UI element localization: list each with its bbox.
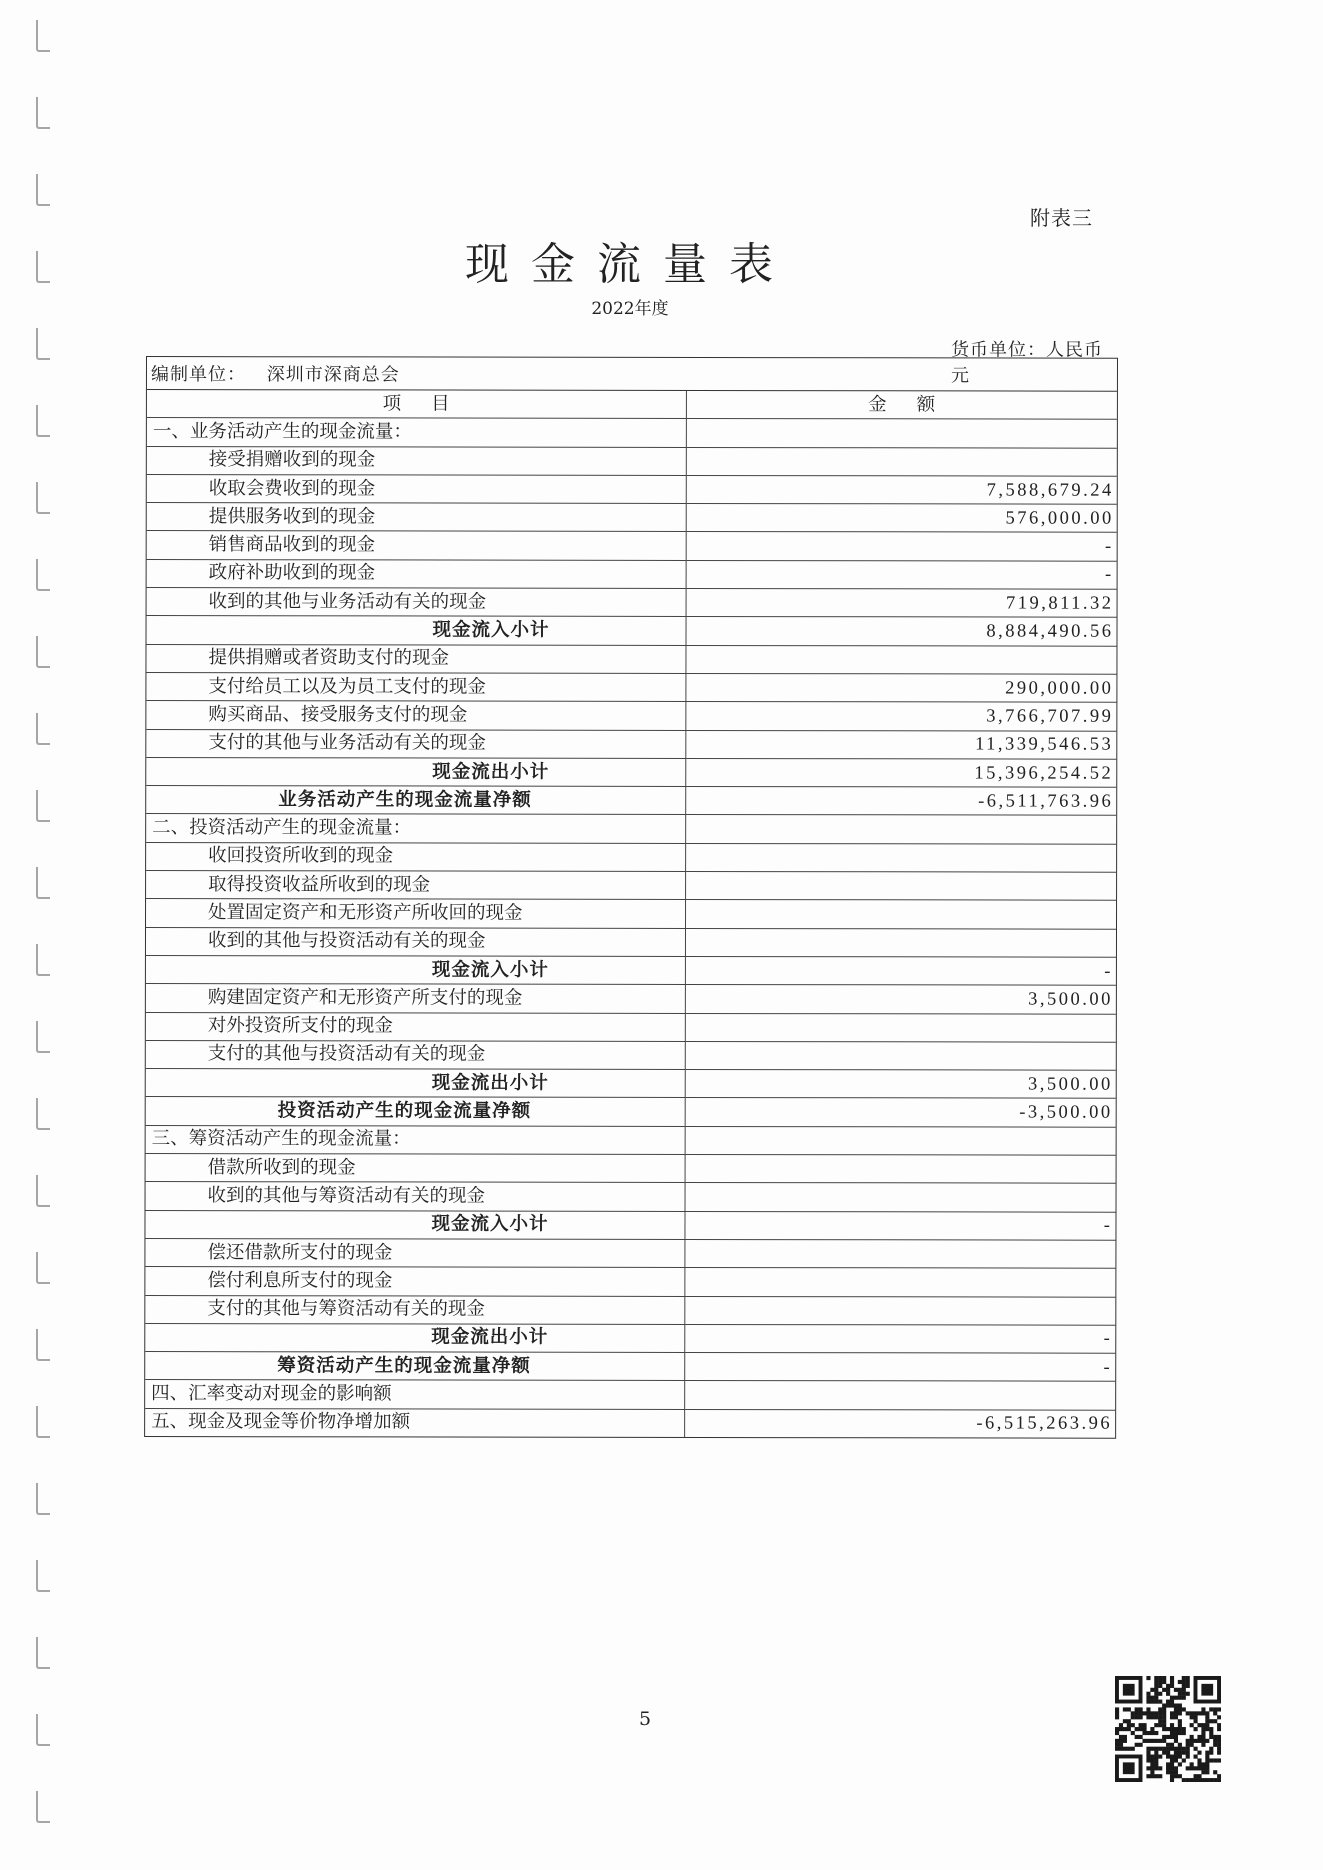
table-row bbox=[147, 531, 1117, 561]
cash-flow-table bbox=[145, 390, 1117, 1438]
table-row bbox=[145, 1352, 1115, 1382]
row-label: 提供捐赠或者资助支付的现金 bbox=[146, 644, 685, 673]
row-amount bbox=[685, 645, 1116, 674]
row-amount: 8,884,490.56 bbox=[685, 617, 1116, 646]
document-title: 现金流量表 bbox=[465, 239, 795, 290]
row-amount: 3,766,707.99 bbox=[685, 702, 1116, 731]
binding-hole bbox=[36, 867, 50, 899]
row-amount bbox=[685, 900, 1116, 929]
table-row bbox=[146, 786, 1116, 816]
row-label: 四、汇率变动对现金的影响额 bbox=[145, 1380, 684, 1409]
row-amount bbox=[684, 1296, 1115, 1325]
row-label: 现金流入小计 bbox=[146, 616, 685, 645]
binding-hole bbox=[36, 482, 50, 514]
row-label: 提供服务收到的现金 bbox=[147, 503, 686, 532]
row-label: 对外投资所支付的现金 bbox=[146, 1012, 685, 1041]
row-label: 收到的其他与投资活动有关的现金 bbox=[146, 927, 685, 956]
binding-hole bbox=[36, 405, 50, 437]
table-row bbox=[146, 1125, 1116, 1155]
row-amount: -3,500.00 bbox=[685, 1098, 1116, 1127]
row-label: 收到的其他与筹资活动有关的现金 bbox=[146, 1182, 685, 1211]
currency-unit-label: 货币单位： bbox=[950, 339, 1047, 361]
row-label: 现金流入小计 bbox=[145, 1210, 684, 1239]
row-amount: 3,500.00 bbox=[685, 1070, 1116, 1099]
row-amount: - bbox=[686, 532, 1117, 561]
table-row bbox=[147, 588, 1117, 618]
table-row bbox=[146, 616, 1116, 646]
row-amount bbox=[685, 1154, 1116, 1183]
table-row bbox=[146, 1097, 1116, 1127]
table-row bbox=[146, 1154, 1116, 1184]
binding-hole bbox=[36, 559, 50, 591]
table-row bbox=[146, 1182, 1116, 1212]
table-row bbox=[146, 1069, 1116, 1099]
binding-hole bbox=[36, 1252, 50, 1284]
table-header-row bbox=[147, 390, 1117, 419]
row-amount: 15,396,254.52 bbox=[685, 758, 1116, 787]
binding-hole bbox=[36, 1560, 50, 1592]
table-row bbox=[146, 871, 1116, 901]
row-label: 支付的其他与筹资活动有关的现金 bbox=[145, 1295, 684, 1324]
row-amount: - bbox=[684, 1211, 1115, 1240]
table-row bbox=[146, 842, 1116, 872]
table-row bbox=[146, 729, 1116, 759]
row-label: 政府补助收到的现金 bbox=[147, 559, 686, 588]
row-amount: 3,500.00 bbox=[685, 985, 1116, 1014]
table-row bbox=[146, 899, 1116, 929]
table-row bbox=[146, 1040, 1116, 1070]
binding-hole bbox=[36, 1406, 50, 1438]
row-label: 借款所收到的现金 bbox=[146, 1154, 685, 1183]
row-amount: 719,811.32 bbox=[686, 589, 1117, 618]
row-label: 业务活动产生的现金流量净额 bbox=[146, 786, 685, 815]
row-amount: 7,588,679.24 bbox=[686, 475, 1117, 504]
row-label: 现金流出小计 bbox=[145, 1323, 684, 1352]
preparer bbox=[147, 360, 691, 390]
row-amount: - bbox=[685, 956, 1116, 985]
row-amount bbox=[685, 928, 1116, 957]
row-label: 购买商品、接受服务支付的现金 bbox=[146, 701, 685, 730]
report-period: 2022年度 bbox=[591, 299, 669, 319]
row-amount bbox=[685, 1041, 1116, 1070]
table-row bbox=[146, 757, 1116, 787]
table-row bbox=[147, 418, 1117, 448]
table-row bbox=[145, 1323, 1115, 1353]
binding-hole bbox=[36, 1098, 50, 1130]
row-amount bbox=[685, 1126, 1116, 1155]
table-row bbox=[147, 559, 1117, 589]
row-amount: - bbox=[686, 560, 1117, 589]
row-amount bbox=[686, 447, 1117, 476]
binding-hole bbox=[36, 1329, 50, 1361]
row-label: 一、业务活动产生的现金流量： bbox=[147, 418, 686, 447]
binding-hole bbox=[36, 1483, 50, 1515]
row-label: 收回投资所收到的现金 bbox=[146, 842, 685, 871]
binding-hole bbox=[36, 1021, 50, 1053]
row-amount: -6,515,263.96 bbox=[684, 1409, 1115, 1438]
row-amount: 11,339,546.53 bbox=[685, 730, 1116, 759]
table-row bbox=[147, 446, 1117, 476]
row-label: 投资活动产生的现金流量净额 bbox=[146, 1097, 685, 1126]
row-label: 取得投资收益所收到的现金 bbox=[146, 871, 685, 900]
cash-flow-statement bbox=[144, 339, 1118, 1439]
column-header-item: 项目 bbox=[147, 390, 686, 419]
currency-unit-name: 人民币元 bbox=[950, 339, 1104, 387]
row-label: 现金流出小计 bbox=[146, 757, 685, 786]
row-label: 二、投资活动产生的现金流量： bbox=[146, 814, 685, 843]
row-amount: 290,000.00 bbox=[685, 673, 1116, 702]
binding-hole bbox=[36, 1637, 50, 1669]
row-amount bbox=[685, 871, 1116, 900]
binding-hole bbox=[36, 328, 50, 360]
row-label: 现金流入小计 bbox=[146, 955, 685, 984]
row-label: 接受捐赠收到的现金 bbox=[147, 446, 686, 475]
row-label: 筹资活动产生的现金流量净额 bbox=[145, 1352, 684, 1381]
row-amount: - bbox=[684, 1324, 1115, 1353]
table-row bbox=[145, 1238, 1115, 1268]
table-row bbox=[145, 1295, 1115, 1325]
column-header-amount: 金额 bbox=[686, 391, 1117, 420]
binding-hole bbox=[36, 636, 50, 668]
binding-hole bbox=[36, 790, 50, 822]
row-amount: -6,511,763.96 bbox=[685, 787, 1116, 816]
table-row bbox=[146, 644, 1116, 674]
row-amount bbox=[684, 1268, 1115, 1297]
row-amount bbox=[684, 1381, 1115, 1410]
row-label: 支付的其他与业务活动有关的现金 bbox=[146, 729, 685, 758]
binding-hole bbox=[36, 1791, 50, 1823]
table-row bbox=[146, 672, 1116, 702]
table-row bbox=[146, 984, 1116, 1014]
binding-hole bbox=[36, 174, 50, 206]
currency-unit bbox=[691, 335, 1117, 391]
qr-code-icon bbox=[1115, 1676, 1221, 1782]
page-number: 5 bbox=[638, 1708, 652, 1730]
table-row bbox=[145, 1210, 1115, 1240]
row-label: 偿付利息所支付的现金 bbox=[145, 1267, 684, 1296]
table-row bbox=[147, 503, 1117, 533]
attachment-label: 附表三 bbox=[1030, 206, 1093, 230]
statement-header bbox=[147, 339, 1117, 392]
preparer-label: 编制单位： bbox=[150, 364, 246, 386]
row-amount bbox=[685, 1183, 1116, 1212]
row-amount bbox=[685, 843, 1116, 872]
row-label: 三、筹资活动产生的现金流量： bbox=[146, 1125, 685, 1154]
table-row bbox=[146, 701, 1116, 731]
binding-hole bbox=[36, 97, 50, 129]
table-row bbox=[146, 1012, 1116, 1042]
row-label: 收到的其他与业务活动有关的现金 bbox=[147, 588, 686, 617]
row-label: 处置固定资产和无形资产所收回的现金 bbox=[146, 899, 685, 928]
table-row bbox=[146, 814, 1116, 844]
row-amount bbox=[686, 419, 1117, 448]
row-amount bbox=[685, 1013, 1116, 1042]
binding-hole bbox=[36, 944, 50, 976]
table-row bbox=[146, 955, 1116, 985]
binding-hole bbox=[36, 713, 50, 745]
table-row bbox=[145, 1408, 1115, 1437]
preparer-name: 深圳市深商总会 bbox=[266, 364, 400, 386]
row-label: 五、现金及现金等价物净增加额 bbox=[145, 1408, 684, 1437]
binding-hole bbox=[36, 1175, 50, 1207]
row-label: 支付给员工以及为员工支付的现金 bbox=[146, 672, 685, 701]
table-row bbox=[145, 1380, 1115, 1410]
table-row bbox=[146, 927, 1116, 957]
table-row bbox=[145, 1267, 1115, 1297]
row-amount: 576,000.00 bbox=[686, 504, 1117, 533]
row-label: 销售商品收到的现金 bbox=[147, 531, 686, 560]
row-amount bbox=[684, 1239, 1115, 1268]
binding-hole bbox=[36, 20, 50, 52]
row-label: 现金流出小计 bbox=[146, 1069, 685, 1098]
row-label: 偿还借款所支付的现金 bbox=[145, 1238, 684, 1267]
table-row bbox=[147, 474, 1117, 504]
row-amount bbox=[685, 815, 1116, 844]
row-label: 收取会费收到的现金 bbox=[147, 474, 686, 503]
row-label: 支付的其他与投资活动有关的现金 bbox=[146, 1040, 685, 1069]
row-amount: - bbox=[684, 1353, 1115, 1382]
row-label: 购建固定资产和无形资产所支付的现金 bbox=[146, 984, 685, 1013]
